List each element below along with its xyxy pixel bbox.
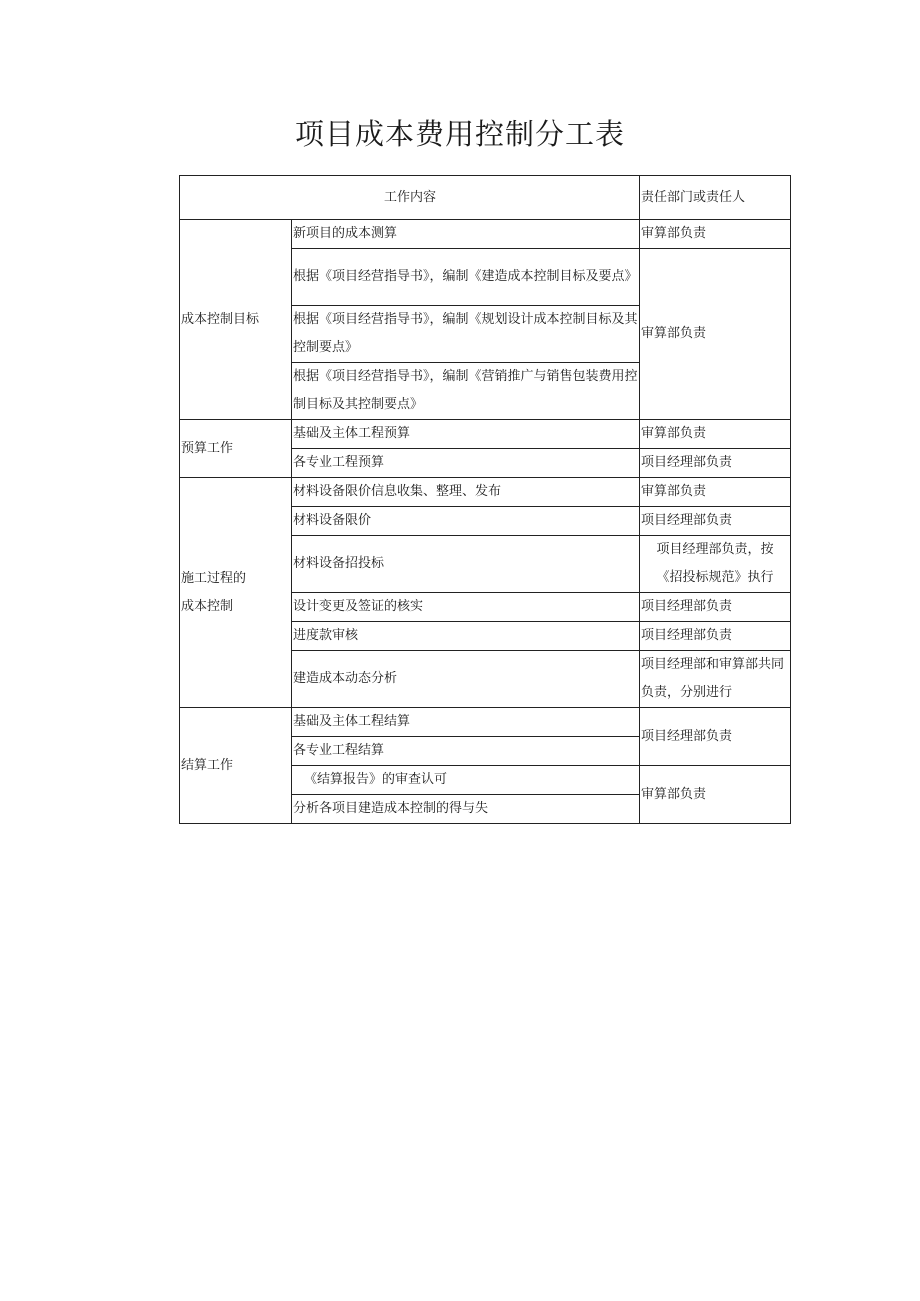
document-title: 项目成本费用控制分工表 <box>294 117 625 151</box>
table-row <box>180 420 791 449</box>
task-cell: 新项目的成本测算 <box>292 220 640 249</box>
table-row <box>180 708 791 737</box>
responsible-cell: 审算部负责 <box>640 766 791 824</box>
responsible-cell: 审算部负责 <box>640 249 791 420</box>
responsible-cell: 项目经理部负责 <box>640 708 791 766</box>
header-responsible: 责任部门或责任人 <box>640 176 791 220</box>
responsible-cell: 项目经理部负责 <box>640 593 791 622</box>
table-row <box>180 478 791 507</box>
task-cell: 材料设备限价信息收集、整理、发布 <box>292 478 640 507</box>
task-cell: 根据《项目经营指导书》，编制《建造成本控制目标及要点》 <box>292 249 640 306</box>
task-cell: 材料设备限价 <box>292 507 640 536</box>
task-cell: 建造成本动态分析 <box>292 651 640 708</box>
table-row <box>180 220 791 249</box>
table-header-row <box>180 176 791 220</box>
responsible-cell: 项目经理部负责 <box>640 507 791 536</box>
category-cell: 预算工作 <box>180 420 292 478</box>
task-cell: 基础及主体工程预算 <box>292 420 640 449</box>
category-cell: 施工过程的成本控制 <box>180 478 292 708</box>
header-work-content: 工作内容 <box>180 176 640 220</box>
task-cell: 各专业工程结算 <box>292 737 640 766</box>
task-cell: 设计变更及签证的核实 <box>292 593 640 622</box>
responsible-cell: 审算部负责 <box>640 220 791 249</box>
responsible-cell: 项目经理部负责 <box>640 622 791 651</box>
task-cell: 各专业工程预算 <box>292 449 640 478</box>
cost-control-table <box>179 175 791 824</box>
task-cell: 材料设备招投标 <box>292 536 640 593</box>
task-cell: 根据《项目经营指导书》，编制《营销推广与销售包装费用控制目标及其控制要点》 <box>292 363 640 420</box>
responsible-cell: 项目经理部负责 <box>640 449 791 478</box>
task-cell: 进度款审核 <box>292 622 640 651</box>
task-cell: 《结算报告》的审查认可 <box>292 766 640 795</box>
responsible-cell: 项目经理部和审算部共同负责，分别进行 <box>640 651 791 708</box>
responsible-cell: 审算部负责 <box>640 420 791 449</box>
category-cell: 成本控制目标 <box>180 220 292 420</box>
task-cell: 分析各项目建造成本控制的得与失 <box>292 795 640 824</box>
responsible-cell: 审算部负责 <box>640 478 791 507</box>
category-cell: 结算工作 <box>180 708 292 824</box>
responsible-cell: 项目经理部负责，按《招投标规范》执行 <box>640 536 791 593</box>
task-cell: 根据《项目经营指导书》，编制《规划设计成本控制目标及其控制要点》 <box>292 306 640 363</box>
task-cell: 基础及主体工程结算 <box>292 708 640 737</box>
